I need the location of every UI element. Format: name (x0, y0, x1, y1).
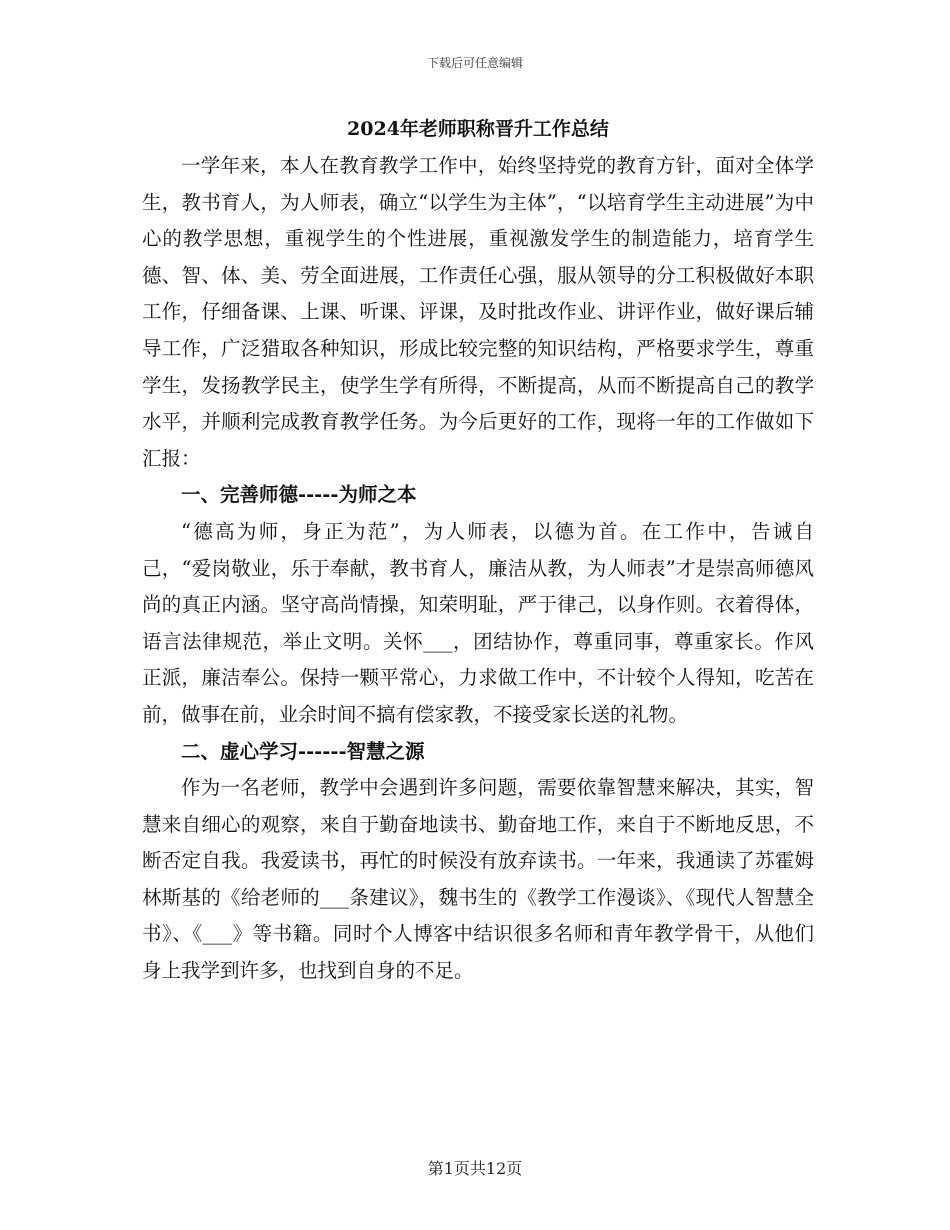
page-number: 第1页共12页 (427, 1159, 523, 1178)
header-note: 下载后可任意编辑 (426, 56, 523, 70)
section-1-body: “德高为师，身正为范”，为人师表，以德为首。在工作中，告诫自己，“爱岗敬业，乐于奉献，教书育人，廉洁从教，为人师表”才是崇高师德风尚的真正内涵。坚守高尚情操，知荣明耻，严于律己，以身作则。衣着得体，语言法律规范，举止文明。关怀___，团结协作，尊重同事，尊重家长。作风正派，廉洁奉公。保持一颗平常心，力求做工作中，不计较个人得知，吃苦在前，做事在前，业余时间不搞有偿家教，不接受家长送的礼物。 (142, 519, 814, 726)
document-title: 2024年老师职称晋升工作总结 (347, 118, 609, 140)
section-1-heading: 一、完善师德-----为师之本 (181, 483, 417, 507)
section-2-body: 作为一名老师，教学中会遇到许多问题，需要依靠智慧来解决，其实，智慧来自细心的观察，来自于勤奋地读书、勤奋地工作，来自于不断地反思，不断否定自我。我爱读书，再忙的时候没有放弃读书。一年来，我通读了苏霍姆林斯基的《给老师的___条建议》，魏书生的《教学工作漫谈》、《现代人智慧全书》、《___》等书籍。同时个人博客中结识很多名师和青年教学骨干，从他们身上我学到许多，也找到自身的不足。 (142, 776, 814, 983)
document-body (142, 112, 814, 990)
section-2-heading: 二、虚心学习------智慧之源 (181, 739, 425, 763)
intro-paragraph: 一学年来，本人在教育教学工作中，始终坚持党的教育方针，面对全体学生，教书育人，为人师表，确立“以学生为主体”，“以培育学生主动进展”为中心的教学思想，重视学生的个性进展，重视激发学生的制造能力，培育学生德、智、体、美、劳全面进展，工作责任心强，服从领导的分工积极做好本职工作，仔细备课、上课、听课、评课，及时批改作业、讲评作业，做好课后辅导工作，广泛猎取各种知识，形成比较完整的知识结构，严格要求学生，尊重学生，发扬教学民主，使学生学有所得，不断提高，从而不断提高自己的教学水平，并顺利完成教育教学任务。为今后更好的工作，现将一年的工作做如下汇报： (142, 154, 814, 470)
